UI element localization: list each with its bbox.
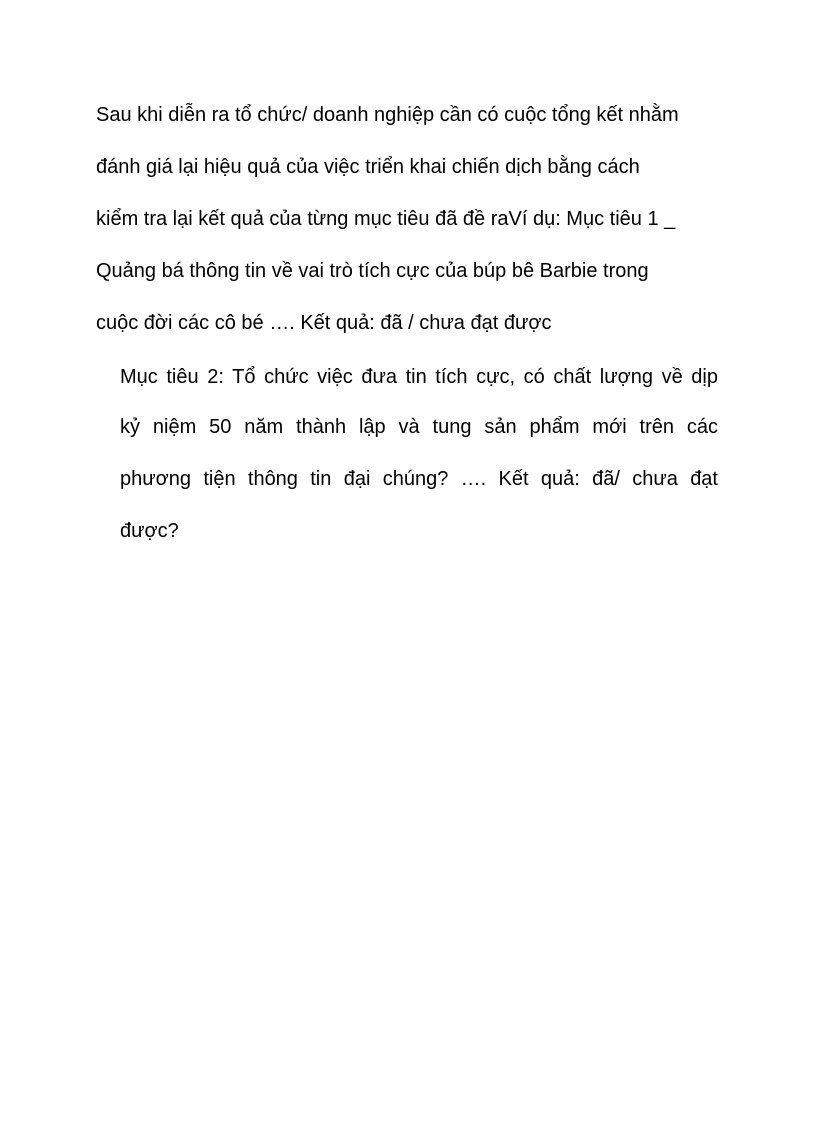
paragraph-1-line-4: Quảng bá thông tin về vai trò tích cực của búp bê Barbie trong (96, 260, 649, 282)
paragraph-2-line-4: được? (120, 520, 179, 542)
paragraph-1-line-2: đánh giá lại hiệu quả của việc triển khai chiến dịch bằng cách (96, 156, 640, 178)
paragraph-1-line-1: Sau khi diễn ra tổ chức/ doanh nghiệp cần có cuộc tổng kết nhằm (96, 104, 679, 126)
paragraph-2-line-1: Mục tiêu 2: Tổ chức việc đưa tin tích cực, có chất lượng về dịp (120, 366, 718, 388)
paragraph-2-line-2: kỷ niệm 50 năm thành lập và tung sản phẩm mới trên các (120, 416, 718, 438)
paragraph-1-line-5: cuộc đời các cô bé …. Kết quả: đã / chưa đạt được (96, 312, 552, 334)
paragraph-2-line-3: phương tiện thông tin đại chúng? …. Kết quả: đã/ chưa đạt (120, 468, 718, 490)
paragraph-1-line-3: kiểm tra lại kết quả của từng mục tiêu đã đề raVí dụ: Mục tiêu 1 _ (96, 208, 676, 230)
